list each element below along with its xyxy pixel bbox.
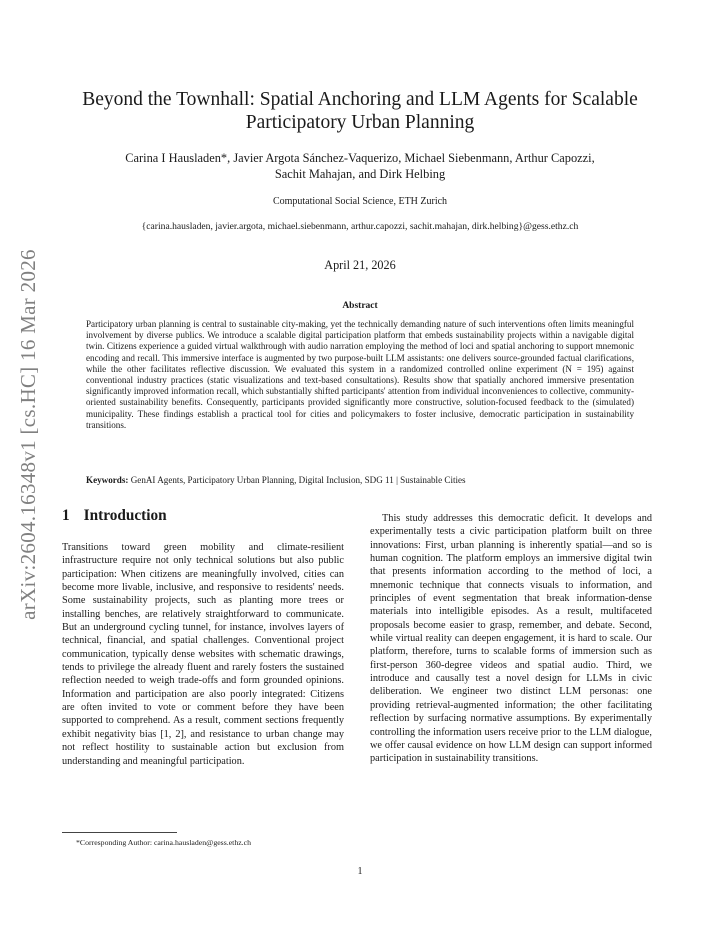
keywords-text: GenAI Agents, Participatory Urban Planning, Digital Inclusion, SDG 11 | Sustainable Cities: [130, 475, 466, 485]
abstract-heading: Abstract: [342, 301, 378, 311]
arxiv-identifier-stamp: [6, 244, 50, 624]
page-number: 1: [357, 866, 363, 877]
paper-title: [40, 88, 680, 134]
author-list-line-1: Carina I Hausladen*, Javier Argota Sánchez-Vaquerizo, Michael Siebenmann, Arthur Capozzi,: [125, 151, 595, 165]
corresponding-author-footnote: *Corresponding Author: carina.hausladen@gess.ethz.ch: [76, 838, 251, 847]
abstract-body: Participatory urban planning is central to sustainable city-making, yet the technically demanding nature of such interventions often limits meaningful involvement by diverse publics. We introduce a scalable digital participation platform that embeds sustainability projects within a navigable digital twin. Citizens experience a guided virtual walkthrough with audio narration employing the method of loci and spatial anchoring to support mnemonic encoding and recall. This immersive interface is augmented by two purpose-built LLM assistants: one delivers source-grounded factual clarifications, while the other facilitates reflective discussion. We evaluated this system in a randomized controlled online experiment (N = 195) against conventional industry practices (static visualizations and text-based consultations). Results show that spatially anchored immersive presentation significantly improved information recall, which substantially shifted participants' attention from individual inconveniences to collective, community-oriented sustainability benefits. Consequently, participants provided significantly more constructive, solution-focused feedback to the (simulated) municipality. These findings establish a practical tool for cities and policymakers to foster inclusive, democratic participation in sustainability transitions.: [86, 319, 634, 430]
keywords-line: [86, 475, 646, 486]
footnote-divider: [62, 832, 177, 833]
section-heading-introduction: [62, 507, 167, 525]
paper-title-line-1: Beyond the Townhall: Spatial Anchoring and LLM Agents for Scalable: [82, 89, 638, 110]
publication-date: April 21, 2026: [324, 258, 396, 272]
author-list: [50, 150, 670, 182]
introduction-right-column: This study addresses this democratic deficit. It develops and experimentally tests a civic participation platform built on three innovations: First, urban planning is inherently spatial—and so is human cognition. The platform employs an immersive digital twin that presents information according to the method of loci, a mnemonic technique that connects visuals to information, and principles of event segmentation that break information-dense materials into intelligible episodes. As a result, multifaceted proposals become easier to grasp, remember, and debate. Second, while virtual reality can deepen engagement, it is hard to scale. Our platform, therefore, turns to scalable forms of immersion such as first-person 360-degree videos and spatial audio. Third, we introduce and causally test a novel design for LLMs in civic deliberation. We engineer two distinct LLM personas: one providing retrieval-augmented information; the other facilitating reflection by surfacing normative assumptions. By experimentally controlling the information users receive prior to the LLM dialogue, we offer causal evidence on how LLM design can support informed participation in sustainability transitions.: [370, 513, 652, 765]
section-title: Introduction: [83, 507, 167, 524]
section-number: 1: [62, 507, 70, 524]
introduction-left-column: Transitions toward green mobility and climate-resilient infrastructure require not only technical solutions but also public participation: When citizens are meaningfully involved, cities can become more livable, inclusive, and responsive to residents' needs. Some sustainability projects, such as planting more trees or installing benches, are relatively straightforward to communicate. But an underground cycling tunnel, for instance, involves layers of technical, financial, and spatial challenges. Conventional project communication, typically dense websites with schematic drawings, tends to privilege the already fluent and rarely fosters the sustained reflection needed to weigh trade-offs and form grounded opinions. Information and participation are also poorly integrated: Citizens are often invited to vote or comment before they have been supported to comprehend. As a result, comment sections frequently exhibit negativity bias [1, 2], and resistance to urban change may not reflect hostility to sustainable action but exclusion from understanding and meaningful participation.: [62, 542, 344, 767]
author-emails: {carina.hausladen, javier.argota, michael.siebenmann, arthur.capozzi, sachit.mahajan, dirk.helbing}@gess.ethz.ch: [141, 221, 579, 232]
affiliation: Computational Social Science, ETH Zurich: [272, 196, 448, 207]
author-list-line-2: Sachit Mahajan, and Dirk Helbing: [274, 167, 446, 181]
paper-title-line-2: Participatory Urban Planning: [245, 112, 475, 133]
keywords-label: Keywords:: [86, 475, 129, 485]
arxiv-identifier-text: arXiv:2604.16348v1 [cs.HC] 16 Mar 2026: [15, 248, 40, 620]
